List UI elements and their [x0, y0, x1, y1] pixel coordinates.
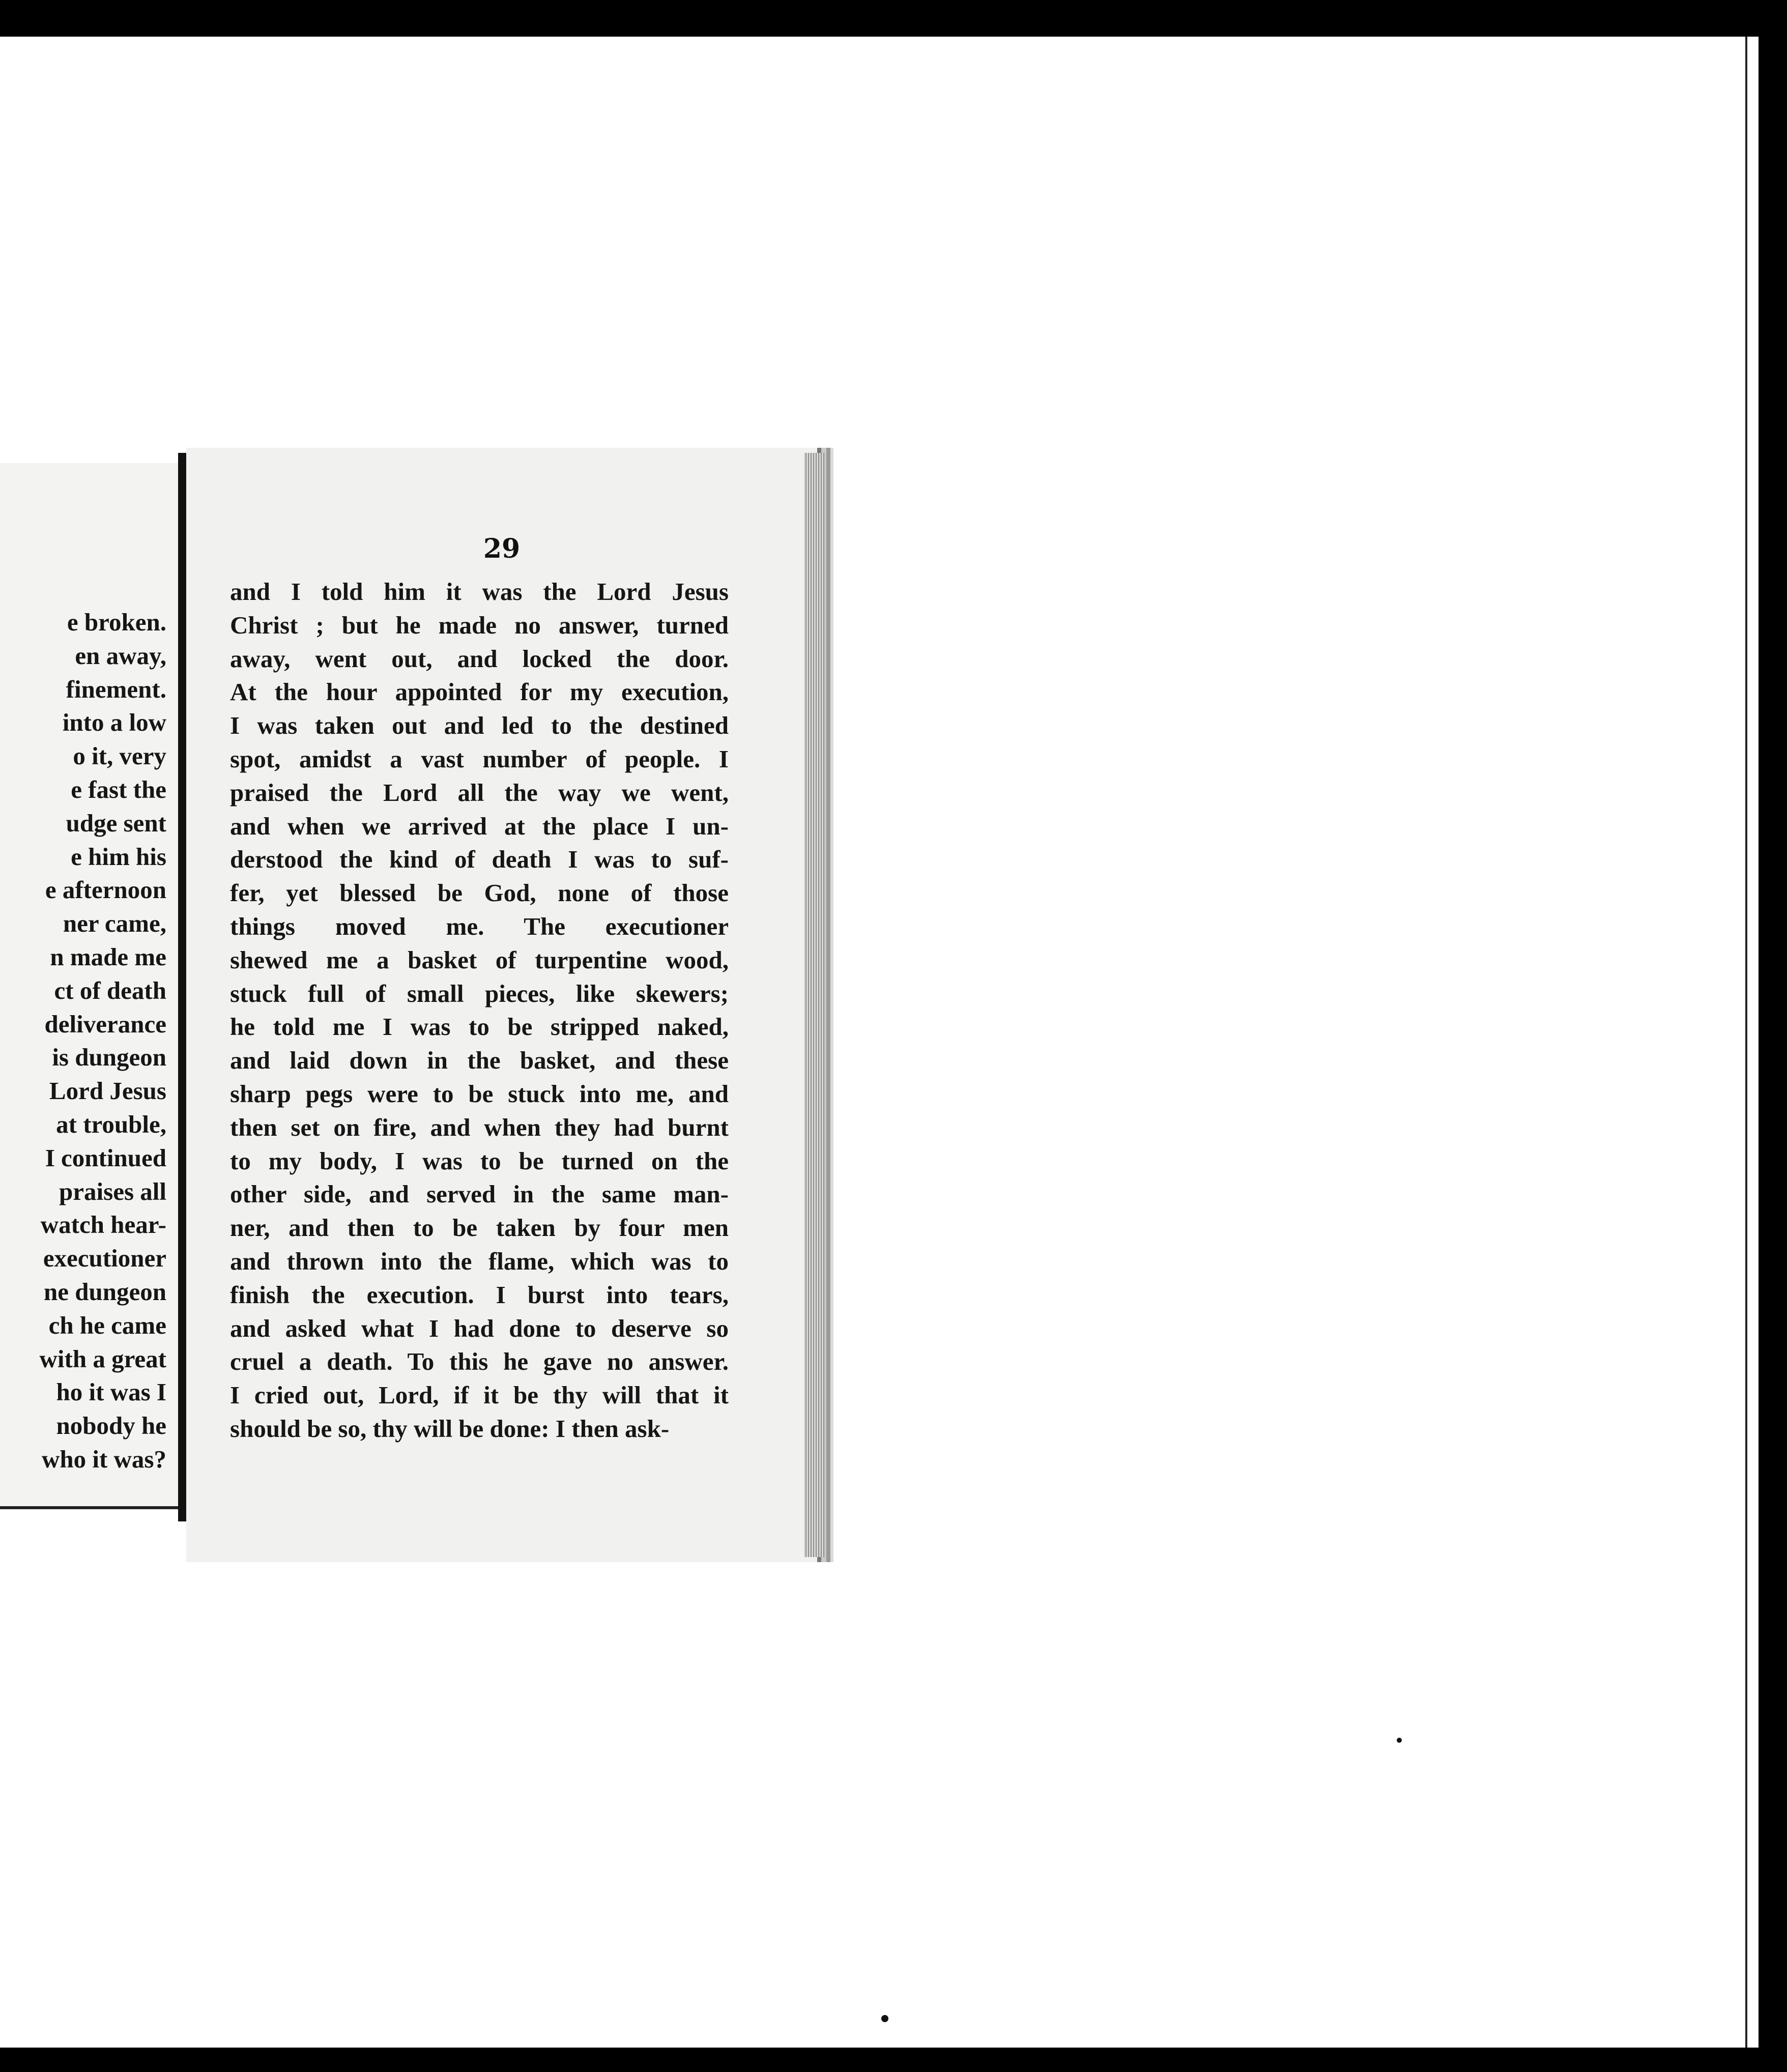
text-line: I cried out, Lord, if it be thy will that it [230, 1381, 729, 1409]
text-line: ner came, [63, 909, 166, 938]
text-line: with a great [39, 1344, 166, 1373]
text-line: then set on fire, and when they had burnt [230, 1113, 729, 1141]
text-line: spot, amidst a vast number of people. I [230, 744, 729, 773]
text-line: e him his [71, 842, 166, 871]
book-spine [178, 453, 186, 1521]
text-line: praised the Lord all the way we went, [230, 778, 729, 807]
left-page-text [0, 606, 166, 1476]
text-line: derstood the kind of death I was to suf- [230, 845, 729, 874]
text-line: nobody he [56, 1412, 166, 1440]
text-line: n made me [50, 942, 166, 971]
scan-border-top [0, 0, 1787, 37]
right-page [186, 448, 821, 1562]
text-line: and I told him it was the Lord Jesus [230, 578, 729, 606]
text-line: finement. [66, 675, 166, 703]
text-line: and laid down in the basket, and these [230, 1046, 729, 1075]
text-line: he told me I was to be stripped naked, [230, 1013, 729, 1041]
text-line: and when we arrived at the place I un- [230, 812, 729, 840]
scan-border-bottom [0, 2048, 1787, 2072]
book-spread [0, 448, 850, 1582]
scan-border-right-inner [1745, 37, 1759, 2052]
scan-speck [1397, 1738, 1402, 1743]
text-line: e afternoon [45, 876, 166, 904]
text-line: ch he came [48, 1311, 166, 1339]
text-line: fer, yet blessed be God, none of those [230, 879, 729, 907]
scan-border-right [1756, 0, 1787, 2072]
right-page-text [230, 575, 729, 1446]
text-line: and thrown into the flame, which was to [230, 1247, 729, 1275]
text-line: praises all [59, 1177, 166, 1205]
text-line: sharp pegs were to be stuck into me, and [230, 1079, 729, 1108]
page-edges [804, 453, 824, 1557]
text-line: Lord Jesus [49, 1077, 166, 1105]
page-number: 29 [483, 533, 521, 564]
text-line: watch hear- [40, 1211, 166, 1239]
text-line: other side, and served in the same man- [230, 1180, 729, 1208]
text-line: and asked what I had done to deserve so [230, 1314, 729, 1342]
text-line: en away, [75, 641, 166, 670]
text-line: ner, and then to be taken by four men [230, 1214, 729, 1242]
text-line: at trouble, [56, 1110, 166, 1138]
text-line: ho it was I [56, 1378, 166, 1406]
text-line: deliverance [44, 1010, 166, 1038]
scan-speck [881, 2015, 888, 2022]
text-line: udge sent [66, 809, 166, 837]
left-page [0, 463, 181, 1509]
text-line: e fast the [71, 775, 166, 803]
text-line: At the hour appointed for my execution, [230, 678, 729, 706]
text-line: o it, very [73, 742, 166, 770]
text-line: is dungeon [52, 1043, 166, 1072]
text-line: shewed me a basket of turpentine wood, [230, 945, 729, 974]
text-line: stuck full of small pieces, like skewers; [230, 979, 729, 1008]
text-line: who it was? [41, 1445, 166, 1473]
text-line: Christ ; but he made no answer, turned [230, 611, 729, 639]
text-line: finish the execution. I burst into tears, [230, 1280, 729, 1309]
text-line: I was taken out and led to the destined [230, 711, 729, 740]
text-line: I continued [45, 1143, 166, 1172]
text-line: e broken. [67, 608, 166, 636]
text-line: into a low [62, 708, 166, 737]
text-line: ct of death [54, 976, 166, 1004]
text-line: executioner [43, 1244, 166, 1273]
text-line: away, went out, and locked the door. [230, 644, 729, 673]
text-line: things moved me. The executioner [230, 912, 729, 940]
text-line: ne dungeon [43, 1277, 166, 1306]
text-line: should be so, thy will be done: I then ask- [230, 1414, 670, 1443]
text-line: cruel a death. To this he gave no answer. [230, 1347, 729, 1376]
text-line: to my body, I was to be turned on the [230, 1146, 729, 1175]
